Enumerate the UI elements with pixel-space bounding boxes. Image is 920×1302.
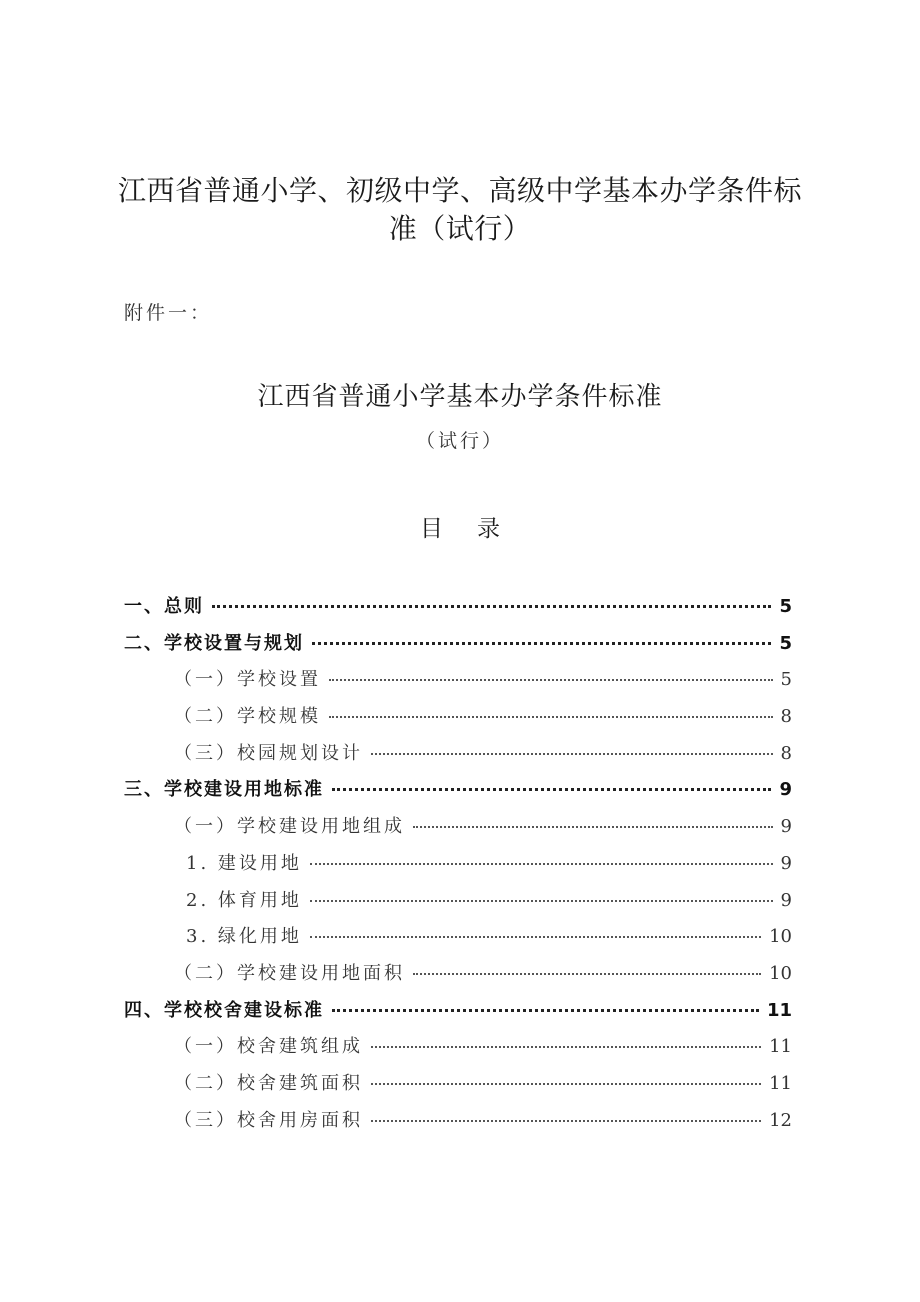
table-of-contents bbox=[124, 592, 792, 1142]
toc-entry-page-number: 5 bbox=[779, 632, 792, 654]
toc-entry[interactable] bbox=[124, 665, 792, 702]
toc-entry-label: 四、学校校舍建设标准 bbox=[124, 999, 324, 1021]
toc-entry[interactable] bbox=[124, 886, 792, 923]
toc-dot-leader bbox=[413, 973, 761, 975]
toc-entry-label: 三、学校建设用地标准 bbox=[124, 779, 324, 801]
toc-entry[interactable] bbox=[124, 996, 792, 1033]
main-title-line-1: 江西省普通小学、初级中学、高级中学基本办学条件标 bbox=[117, 174, 802, 207]
toc-entry[interactable] bbox=[124, 629, 792, 666]
toc-entry-page-number: 9 bbox=[779, 779, 792, 801]
toc-entry-page-number: 5 bbox=[780, 669, 792, 691]
toc-entry[interactable] bbox=[124, 812, 792, 849]
toc-entry[interactable] bbox=[124, 1032, 792, 1069]
toc-entry-page-number: 8 bbox=[780, 742, 792, 764]
toc-entry[interactable] bbox=[124, 959, 792, 996]
toc-entry-page-number: 9 bbox=[780, 816, 792, 838]
toc-entry-label: 3. 绿化用地 bbox=[186, 926, 302, 948]
toc-entry-label: （二）学校规模 bbox=[174, 706, 321, 728]
toc-entry-label: 一、总则 bbox=[124, 596, 204, 617]
toc-dot-leader bbox=[212, 605, 771, 608]
main-title-line-2: 准（试行） bbox=[388, 212, 532, 245]
sub-title: 江西省普通小学基本办学条件标准 bbox=[257, 382, 663, 412]
toc-dot-leader bbox=[413, 826, 773, 828]
toc-entry-label: （二）学校建设用地面积 bbox=[174, 962, 405, 984]
toc-entry-label: （一）学校设置 bbox=[174, 669, 321, 691]
toc-entry-page-number: 11 bbox=[769, 1072, 792, 1094]
toc-dot-leader bbox=[371, 753, 773, 755]
toc-heading: 目录 bbox=[420, 516, 534, 542]
sub-title-parenthetical: （试行） bbox=[415, 430, 504, 452]
toc-dot-leader bbox=[310, 936, 761, 938]
toc-entry-page-number: 8 bbox=[780, 706, 792, 728]
toc-entry[interactable] bbox=[124, 1069, 792, 1106]
toc-entry-page-number: 11 bbox=[766, 999, 792, 1021]
toc-entry-page-number: 12 bbox=[769, 1109, 792, 1131]
toc-dot-leader bbox=[310, 863, 773, 865]
toc-entry-label: （一）校舍建筑组成 bbox=[174, 1036, 363, 1058]
toc-entry-page-number: 11 bbox=[769, 1036, 792, 1058]
toc-entry-page-number: 10 bbox=[769, 926, 792, 948]
toc-entry-label: （二）校舍建筑面积 bbox=[174, 1072, 363, 1094]
toc-entry-label: 2. 体育用地 bbox=[186, 889, 302, 911]
toc-entry-label: （三）校园规划设计 bbox=[174, 742, 363, 764]
main-title bbox=[110, 172, 810, 248]
toc-dot-leader bbox=[332, 1009, 759, 1012]
toc-entry-label: （一）学校建设用地组成 bbox=[174, 816, 405, 838]
toc-entry-label: （三）校舍用房面积 bbox=[174, 1109, 363, 1131]
toc-dot-leader bbox=[329, 679, 773, 681]
toc-entry-label: 二、学校设置与规划 bbox=[124, 632, 304, 654]
toc-entry[interactable] bbox=[124, 739, 792, 776]
toc-entry[interactable] bbox=[124, 922, 792, 959]
toc-entry[interactable] bbox=[124, 592, 792, 629]
toc-entry-page-number: 9 bbox=[780, 889, 792, 911]
toc-dot-leader bbox=[332, 788, 771, 791]
toc-dot-leader bbox=[312, 642, 771, 645]
toc-entry-page-number: 5 bbox=[779, 596, 792, 617]
toc-dot-leader bbox=[310, 900, 773, 902]
toc-entry-page-number: 10 bbox=[769, 962, 792, 984]
toc-entry[interactable] bbox=[124, 1106, 792, 1143]
toc-dot-leader bbox=[371, 1120, 761, 1122]
toc-entry-label: 1. 建设用地 bbox=[186, 852, 302, 874]
toc-entry-page-number: 9 bbox=[780, 852, 792, 874]
toc-entry[interactable] bbox=[124, 849, 792, 886]
toc-dot-leader bbox=[371, 1083, 761, 1085]
attachment-label: 附件一： bbox=[124, 302, 213, 324]
toc-entry[interactable] bbox=[124, 702, 792, 739]
toc-entry[interactable] bbox=[124, 775, 792, 812]
toc-dot-leader bbox=[371, 1046, 761, 1048]
toc-dot-leader bbox=[329, 716, 773, 718]
